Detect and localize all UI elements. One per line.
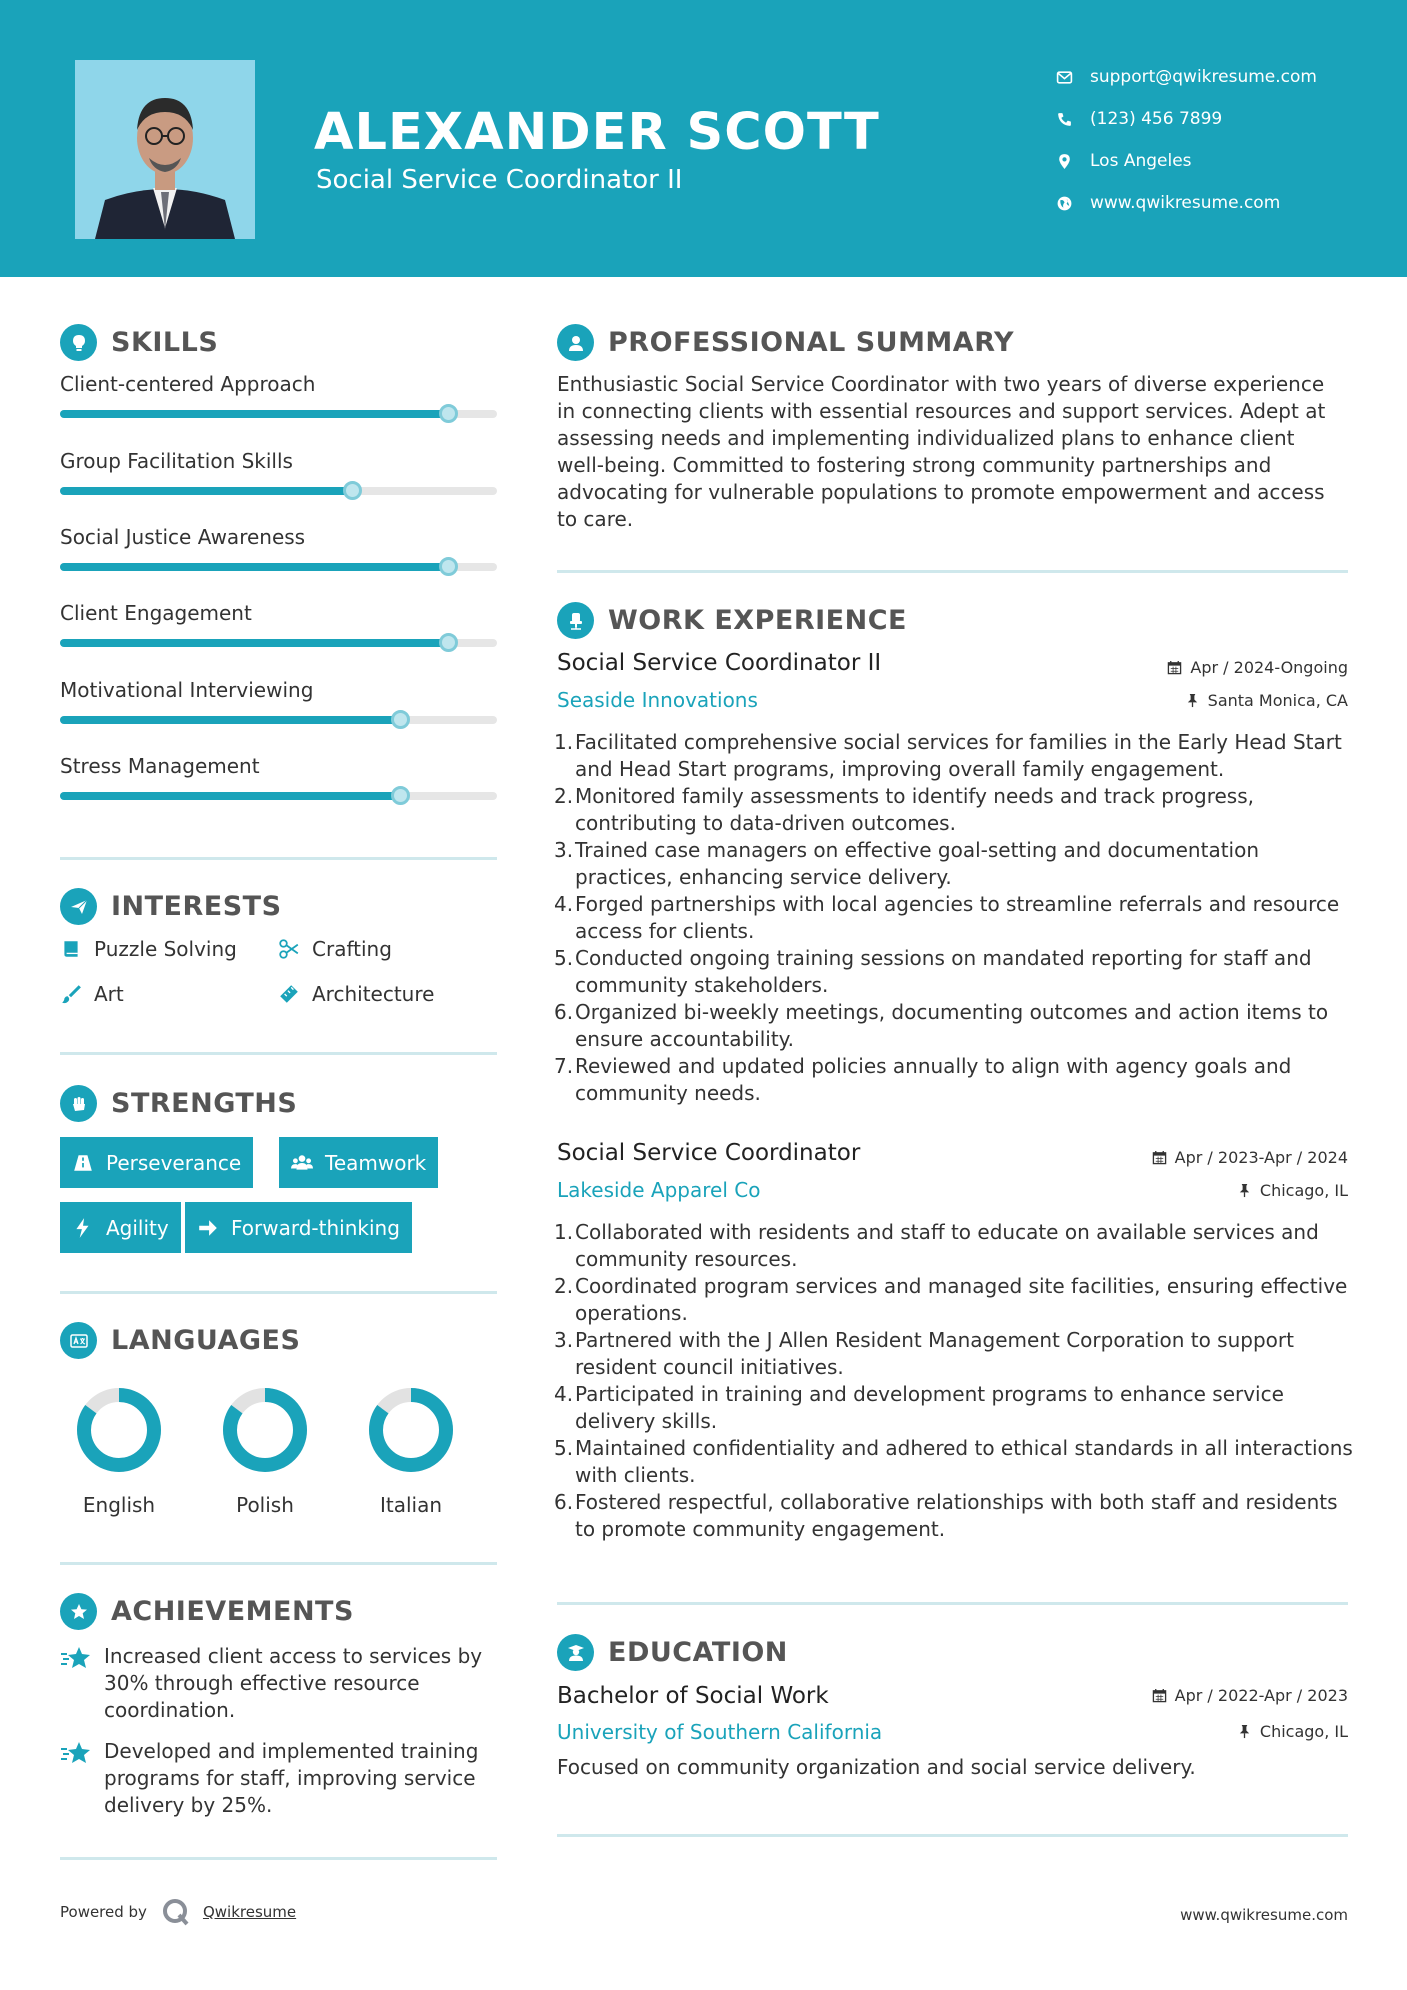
interest-item [60,937,237,961]
skill-bar-knob [439,633,458,652]
job-dates-text: Apr / 2023-Apr / 2024 [1174,1148,1348,1167]
scissors-icon [278,938,300,960]
skills-heading [60,324,218,361]
job-bullet: Trained case managers on effective goal-setting and documentation practices, enhancing service delivery. [575,838,1260,889]
candidate-title: Social Service Coordinator II [316,165,683,195]
job-bullet: Collaborated with residents and staff to educate on available services and community resources. [575,1220,1319,1271]
contact-phone[interactable] [1056,98,1317,140]
contact-list [1056,56,1317,224]
skill-item [60,678,497,702]
section-divider [60,1291,497,1294]
section-divider [60,1562,497,1565]
strength-label: Perseverance [106,1150,242,1175]
education-dates [1152,1686,1348,1705]
footer-powered-by [60,1897,296,1927]
job-bullet: Monitored family assessments to identify needs and track progress, contributing to data-driven outcomes. [575,784,1254,835]
language-item [205,1385,325,1517]
skill-name: Group Facilitation Skills [60,449,293,473]
paper-plane-icon [69,897,89,917]
education-heading-label: EDUCATION [608,1637,788,1668]
skill-item [60,525,497,549]
strengths-heading [60,1085,297,1122]
strength-label: Forward-thinking [231,1215,400,1240]
skill-name: Client Engagement [60,601,252,625]
strength-tag [60,1137,253,1188]
shooting-star-icon [60,1645,92,1673]
skill-bar-fill [60,716,401,724]
education-location-text: Chicago, IL [1259,1722,1348,1741]
brand-link[interactable]: Qwikresume [202,1903,297,1921]
job-bullet: Forged partnerships with local agencies to streamline referrals and resource access for clients. [575,892,1340,943]
job-title: Social Service Coordinator [557,1140,861,1166]
job-location [1237,1181,1348,1200]
calendar-icon [1152,1150,1167,1165]
interest-label: Art [94,982,124,1006]
fist-icon [69,1094,89,1114]
degree-title: Bachelor of Social Work [557,1683,829,1709]
skill-bar-fill [60,639,449,647]
job-bullet: Coordinated program services and managed site facilities, ensuring effective operations. [575,1274,1348,1325]
job-dates [1167,658,1348,677]
strength-label: Agility [106,1215,169,1240]
skill-bar-fill [60,487,353,495]
skill-bar-knob [391,710,410,729]
contact-email-text: support@qwikresume.com [1090,67,1317,87]
star-badge-icon [69,1602,89,1622]
interest-label: Puzzle Solving [94,937,237,961]
ruler-icon [278,983,300,1005]
contact-location-text: Los Angeles [1090,151,1192,171]
office-chair-icon [566,611,586,631]
skill-name: Motivational Interviewing [60,678,314,702]
summary-heading-label: PROFESSIONAL SUMMARY [608,327,1015,358]
section-divider [60,1857,497,1860]
contact-location [1056,140,1317,182]
languages-heading [60,1322,300,1359]
skill-item [60,754,497,778]
contact-website[interactable] [1056,182,1317,224]
job-location [1185,691,1348,710]
section-divider [60,857,497,860]
contact-phone-text: (123) 456 7899 [1090,109,1223,129]
skill-bar-knob [439,404,458,423]
education-description: Focused on community organization and social service delivery. [557,1755,1196,1779]
phone-icon [1056,111,1073,128]
company-name: Seaside Innovations [557,688,758,712]
languages-heading-label: LANGUAGES [111,1325,301,1356]
achievements-heading-label: ACHIEVEMENTS [111,1596,354,1627]
profile-photo [75,60,255,239]
job-location-text: Chicago, IL [1259,1181,1348,1200]
language-name: Polish [236,1493,294,1517]
language-ring [74,1385,164,1475]
skill-name: Client-centered Approach [60,372,316,396]
skill-bar-fill [60,410,449,418]
job-bullet: Fostered respectful, collaborative relationships with both staff and residents to promote community engagement. [575,1490,1338,1541]
achievements-heading [60,1593,354,1630]
summary-heading [557,324,1014,361]
envelope-icon [1056,69,1073,86]
bolt-icon [72,1217,94,1239]
company-name: Lakeside Apparel Co [557,1178,761,1202]
job-bullet: Conducted ongoing training sessions on mandated reporting for staff and community stakeholders. [575,946,1312,997]
language-item [59,1385,179,1517]
skill-bar-track [60,792,497,800]
skill-item [60,601,497,625]
skill-bar-knob [439,557,458,576]
skill-bar-track [60,716,497,724]
job-bullets [575,729,1355,1107]
candidate-name: ALEXANDER SCOTT [314,103,880,162]
achievement-item [60,1643,500,1724]
qwikresume-logo-icon [161,1897,191,1927]
skills-heading-label: SKILLS [111,327,219,358]
job-bullet: Organized bi-weekly meetings, documenting outcomes and action items to ensure accountability. [575,1000,1329,1051]
skill-bar-track [60,563,497,571]
job-dates-text: Apr / 2024-Ongoing [1190,658,1348,677]
map-pin-icon [1056,153,1073,170]
arrow-right-icon [197,1217,219,1239]
pushpin-icon [1237,1183,1252,1198]
strength-label: Teamwork [325,1150,427,1175]
job-bullet: Facilitated comprehensive social services for families in the Early Head Start and Head Start programs, improving overall family engagement. [575,730,1342,781]
skill-bar-fill [60,792,401,800]
school-name: University of Southern California [557,1720,883,1744]
skill-bar-track [60,410,497,418]
job-bullet: Maintained confidentiality and adhered to ethical standards in all interactions with clients. [575,1436,1353,1487]
contact-email[interactable] [1056,56,1317,98]
job-title: Social Service Coordinator II [557,650,882,676]
language-item [351,1385,471,1517]
graduate-icon [566,1643,586,1663]
job-bullets [575,1219,1355,1543]
language-name: English [82,1493,156,1517]
paintbrush-icon [60,983,82,1005]
section-divider [557,1602,1348,1605]
users-icon [291,1152,313,1174]
user-icon [566,333,586,353]
achievement-text: Developed and implemented training programs for staff, improving service delivery by 25%. [104,1739,479,1817]
interest-item [278,982,434,1006]
skill-bar-knob [391,786,410,805]
job-location-text: Santa Monica, CA [1207,691,1348,710]
skill-bar-knob [343,481,362,500]
experience-heading-label: WORK EXPERIENCE [608,605,907,636]
strengths-heading-label: STRENGTHS [111,1088,298,1119]
job-bullet: Reviewed and updated policies annually to align with agency goals and community needs. [575,1054,1292,1105]
job-bullet: Partnered with the J Allen Resident Management Corporation to support resident council initiatives. [575,1328,1294,1379]
calendar-icon [1152,1688,1167,1703]
skill-name: Social Justice Awareness [60,525,306,549]
language-icon [69,1331,89,1351]
strength-tag [185,1202,412,1253]
interests-heading-label: INTERESTS [111,891,282,922]
achievement-item [60,1738,500,1819]
strength-tag [279,1137,438,1188]
section-divider [557,570,1348,573]
job-bullet: Participated in training and development programs to enhance service delivery skills. [575,1382,1284,1433]
calendar-icon [1167,660,1182,675]
language-name: Italian [379,1493,443,1517]
language-ring [220,1385,310,1475]
pushpin-icon [1185,693,1200,708]
interest-label: Crafting [312,937,392,961]
education-location [1237,1722,1348,1741]
experience-heading [557,602,907,639]
skill-name: Stress Management [60,754,260,778]
skill-bar-fill [60,563,449,571]
interests-heading [60,888,282,925]
skill-bar-track [60,639,497,647]
footer-url[interactable]: www.qwikresume.com [1180,1906,1348,1924]
section-divider [60,1052,497,1055]
strength-tag [60,1202,181,1253]
book-icon [60,938,82,960]
powered-by-text: Powered by [60,1903,147,1921]
portrait-image [75,60,255,239]
interest-item [278,937,392,961]
shooting-star-icon [60,1740,92,1768]
skill-item [60,372,497,396]
road-icon [72,1152,94,1174]
language-ring [366,1385,456,1475]
lightbulb-icon [69,333,89,353]
interest-label: Architecture [312,982,435,1006]
skill-item [60,449,497,473]
achievement-text: Increased client access to services by 30% through effective resource coordination. [104,1644,483,1722]
skill-bar-track [60,487,497,495]
contact-website-text: www.qwikresume.com [1090,193,1281,213]
education-heading [557,1634,788,1671]
globe-icon [1056,195,1073,212]
pushpin-icon [1237,1724,1252,1739]
section-divider [557,1834,1348,1837]
summary-text: Enthusiastic Social Service Coordinator with two years of diverse experience in connecting clients with essential resources and support services. Adept at assessing needs and implementing individualized plans to enhance client well-being. Committed to fostering strong community partnerships and advocating for vulnerable populations to promote empowerment and access to care. [557,372,1326,531]
job-dates [1152,1148,1348,1167]
interest-item [60,982,124,1006]
education-dates-text: Apr / 2022-Apr / 2023 [1174,1686,1348,1705]
header-banner [0,0,1407,277]
